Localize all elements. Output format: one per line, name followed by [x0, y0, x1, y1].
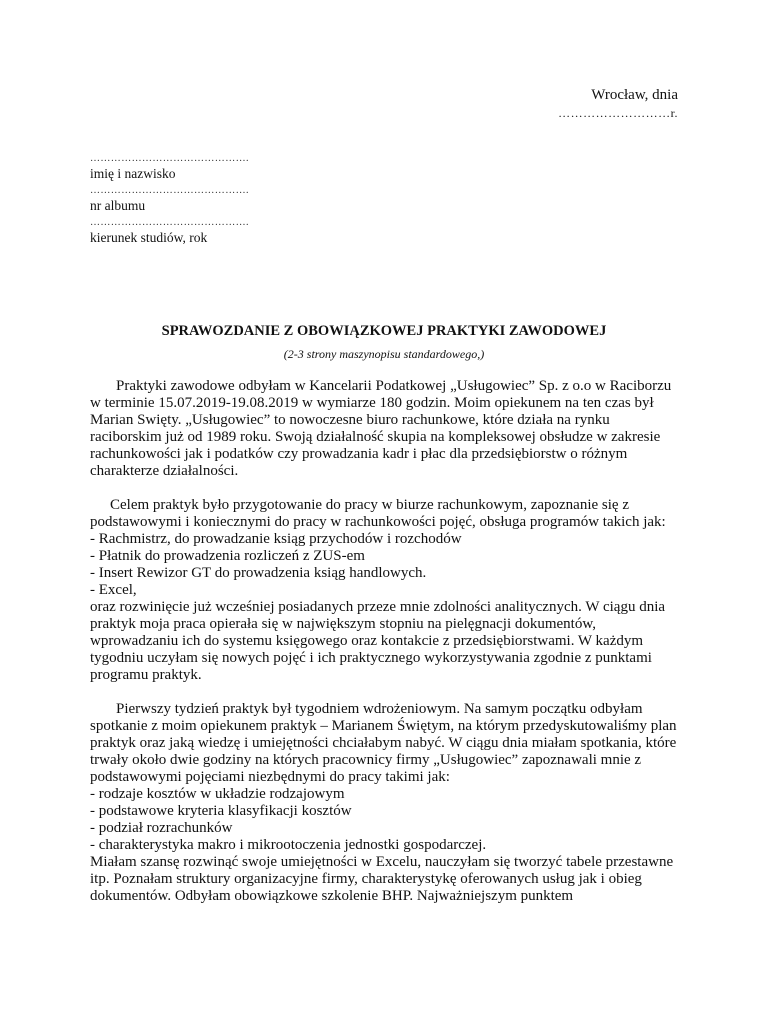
field-name: [90, 153, 249, 183]
document-title: SPRAWOZDANIE Z OBOWIĄZKOWEJ PRAKTYKI ZAWODOWEJ: [161, 323, 607, 339]
list-item: - podstawowe kryteria klasyfikacji kosztów: [90, 803, 352, 819]
paragraph-1: Praktyki zawodowe odbyłam w Kancelarii Podatkowej „Usługowiec” Sp. z o.o w Raciborzu w terminie 15.07.2019-19.08.2019 w wymiarze 180 godzin. Moim opiekunem na ten czas był Marian Swięty. „Usługowiec” to nowoczesne biuro rachunkowe, które działa na rynku raciborskim już od 1989 roku. Swoją działalność skupia na kompleksowej obsłudze w zakresie rachunkowości jak i podatków czy prowadzania kadr i płac dla przedsiębiorstw o różnym charakterze działalności.: [90, 378, 672, 479]
list-item: - rodzaje kosztów w układzie rodzajowym: [90, 786, 345, 802]
student-fields: [90, 153, 249, 249]
date-dots: ………………………r.: [558, 106, 678, 120]
list-item: - Insert Rewizor GT do prowadzenia ksiąg handlowych.: [90, 565, 427, 581]
document-subtitle: (2-3 strony maszynopisu standardowego,): [283, 347, 485, 361]
list-item: - Excel,: [90, 582, 137, 598]
city-date: Wrocław, dnia: [591, 87, 678, 103]
list-item: - Rachmistrz, do prowadzanie ksiąg przychodów i rozchodów: [90, 531, 462, 547]
date-block: [558, 86, 678, 122]
document-body: [90, 378, 680, 905]
paragraph-3-intro: Pierwszy tydzień praktyk był tygodniem wdrożeniowym. Na samym początku odbyłam spotkanie z moim opiekunem praktyk – Marianem Świętym, na którym przedyskutowaliśmy plan praktyk oraz jaką wiedzę i umiejętności chciałabym nabyć. W ciągu dnia miałam spotkania, które trwały około dwie godziny na których pracownicy firmy „Usługowiec” zapoznawali mnie z podstawowymi pojęciami niezbędnymi do pracy takimi jak:: [90, 701, 677, 785]
field-label: nr albumu: [90, 198, 146, 213]
field-dots: ……………………………………….: [90, 185, 249, 196]
field-course: [90, 217, 249, 247]
list-item: - Płatnik do prowadzenia rozliczeń z ZUS-em: [90, 548, 365, 564]
field-label: kierunek studiów, rok: [90, 230, 208, 245]
list-item: - podział rozrachunków: [90, 820, 233, 836]
list-item: - charakterystyka makro i mikrootoczenia jednostki gospodarczej.: [90, 837, 487, 853]
paragraph-2-intro: Celem praktyk było przygotowanie do pracy w biurze rachunkowym, zapoznanie się z podstawowymi i koniecznymi do pracy w rachunkowości pojęć, obsługa programów takich jak:: [90, 497, 666, 530]
paragraph-2-outro: oraz rozwinięcie już wcześniej posiadanych przeze mnie zdolności analitycznych. W ciągu dnia praktyk moja praca opierała się w największym stopniu na pielęgnacji dokumentów, wprowadzaniu ich do systemu księgowego oraz kontakcie z przedsiębiorstwami. W każdym tygodniu uczyłam się nowych pojęć i ich praktycznego wykorzystywania zgodnie z punktami programu praktyk.: [90, 599, 666, 683]
field-album: [90, 185, 249, 215]
field-label: imię i nazwisko: [90, 166, 176, 181]
field-dots: ……………………………………….: [90, 153, 249, 164]
field-dots: ……………………………………….: [90, 217, 249, 228]
paragraph-3-outro: Miałam szansę rozwinąć swoje umiejętności w Excelu, nauczyłam się tworzyć tabele przestawne itp. Poznałam struktury organizacyjne firmy, charakterystykę oferowanych usług jak i obieg dokumentów. Odbyłam obowiązkowe szkolenie BHP. Najważniejszym punktem: [90, 854, 674, 904]
